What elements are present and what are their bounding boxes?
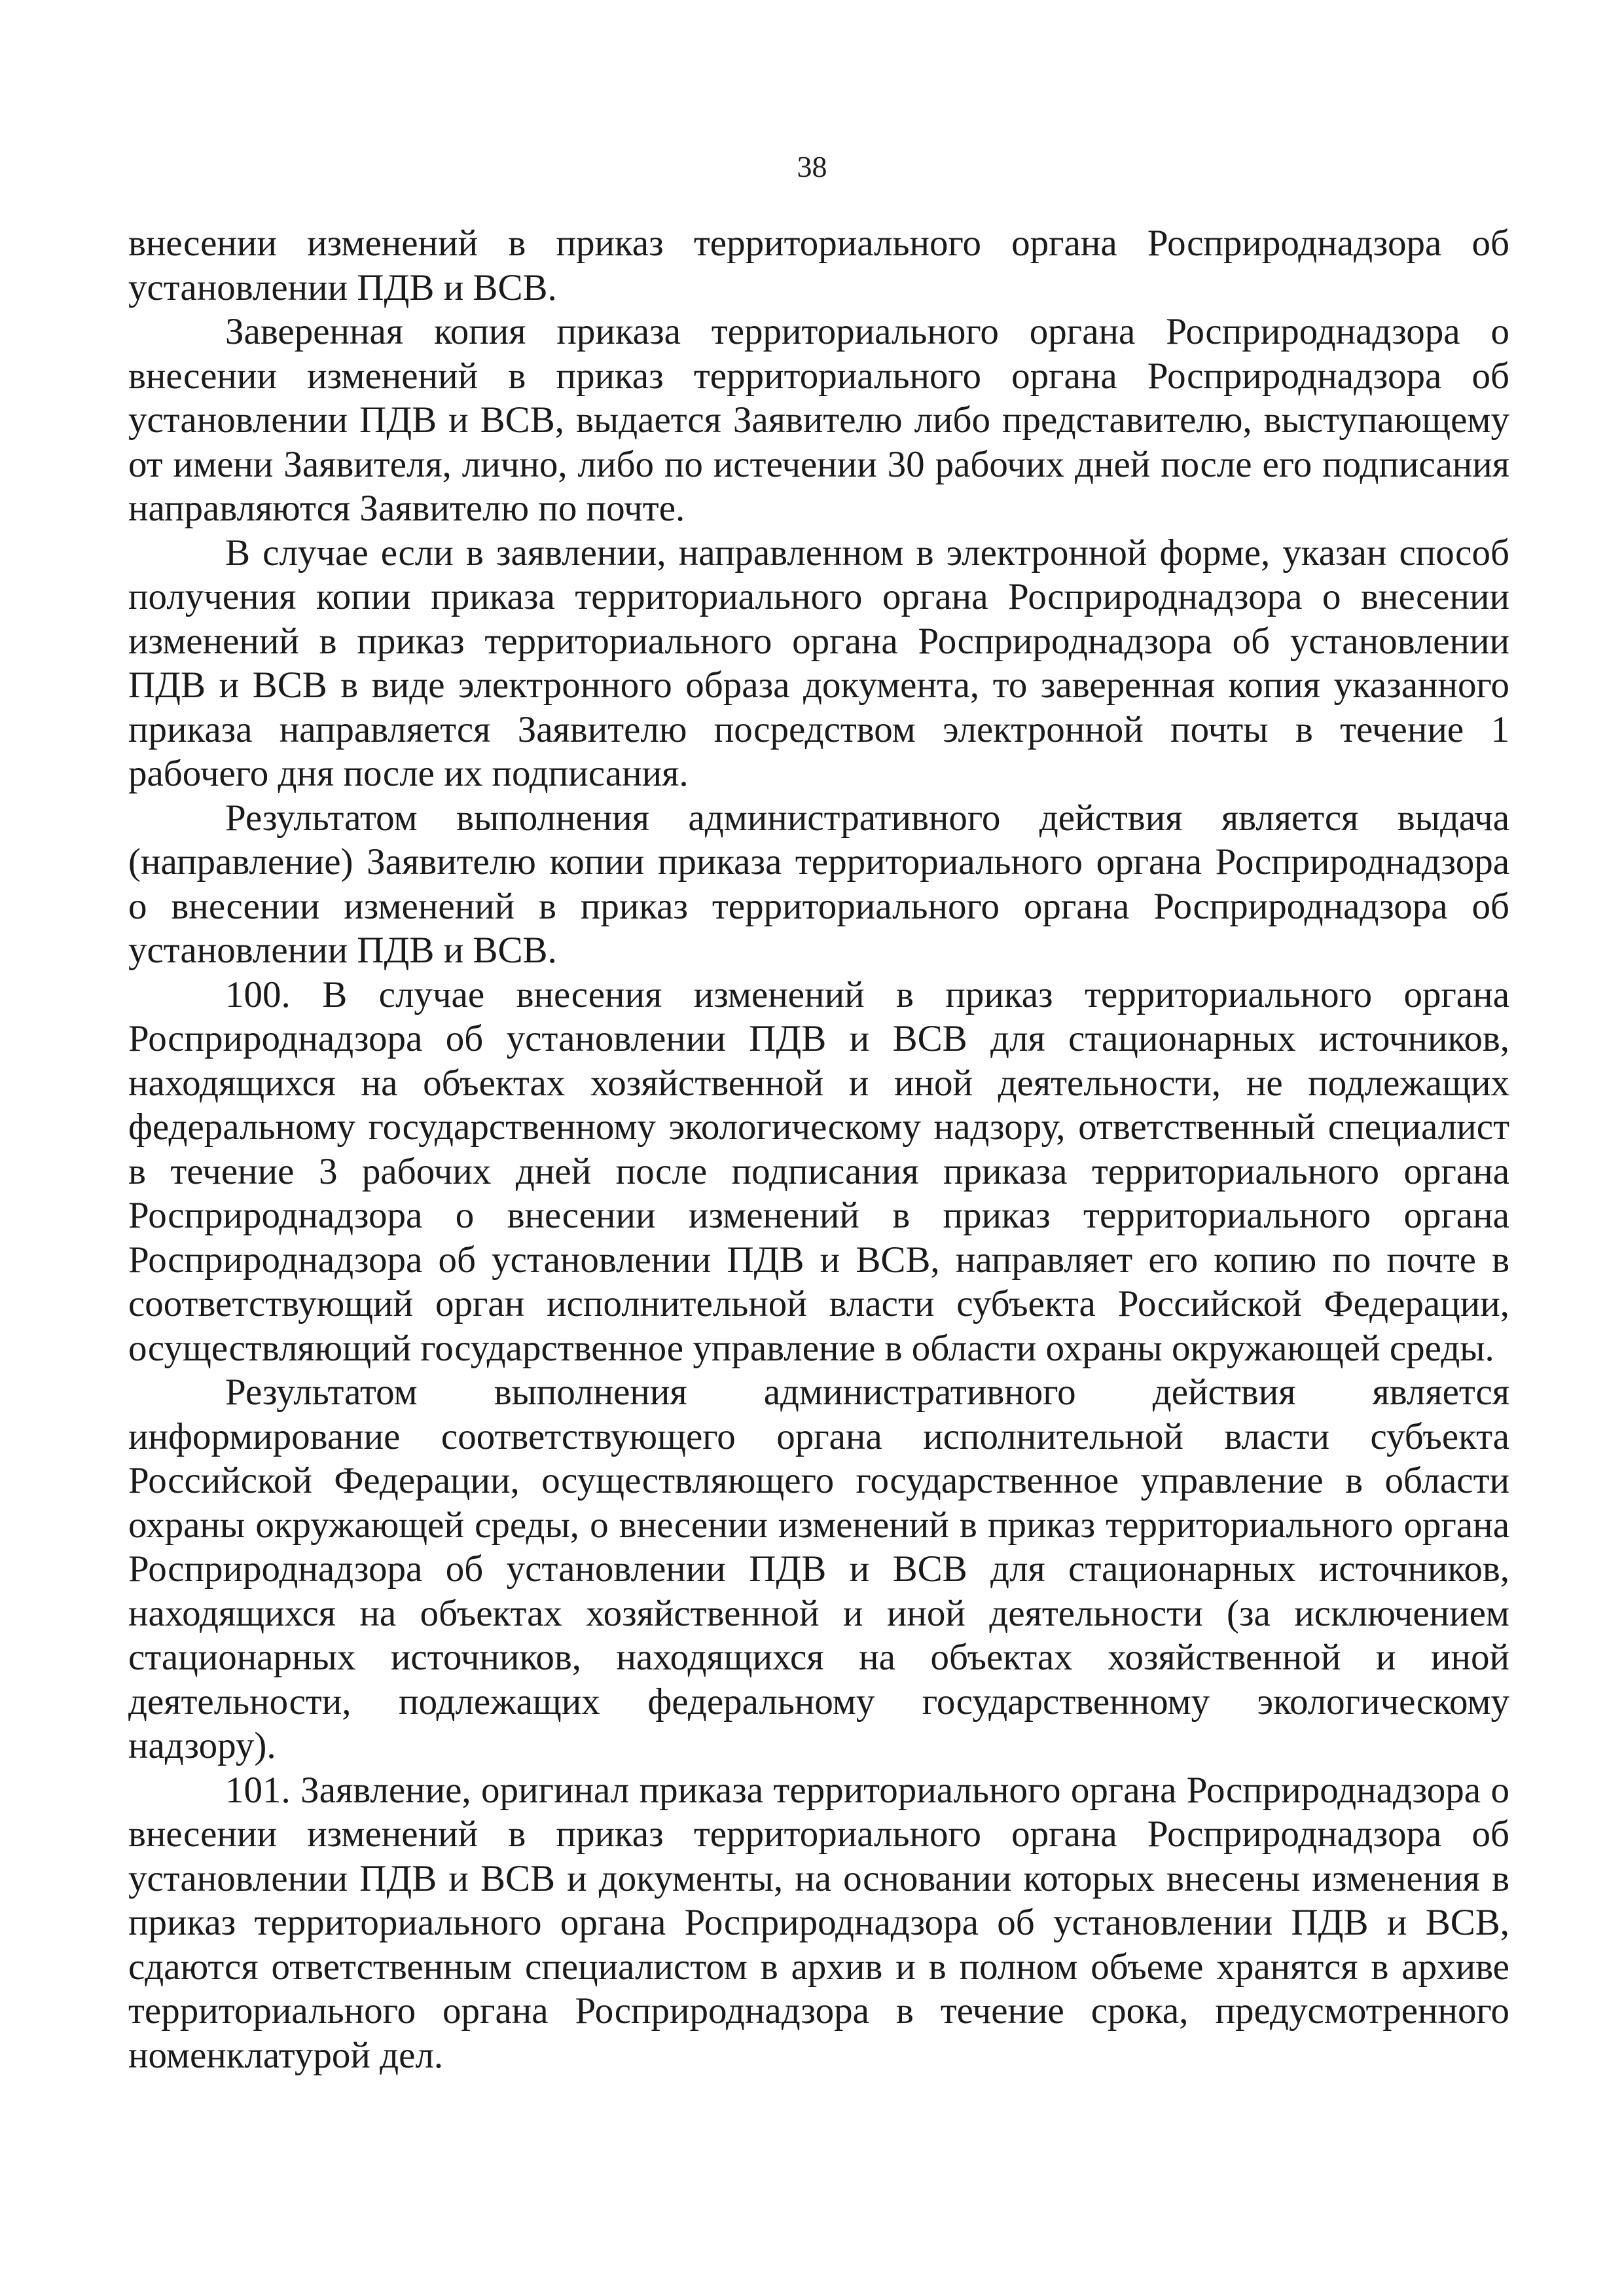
paragraph: Заверенная копия приказа территориального органа Росприроднадзора о внесении изменений в приказ территориального органа Росприроднадзора об установлении ПДВ и ВСВ, выдается Заявителю либо представителю, выступающему от имени Заявителя, лично, либо по истечении 30 рабочих дней после его подписания направляются Заявителю по почте.	[128, 311, 1509, 529]
paragraph: внесении изменений в приказ территориального органа Росприроднадзора об установлении ПДВ и ВСВ.	[128, 223, 1509, 308]
paragraph: 100. В случае внесения изменений в приказ территориального органа Росприроднадзора об установлении ПДВ и ВСВ для стационарных источников, находящихся на объектах хозяйственной и иной деятельности, не подлежащих федеральному государственному экологическому надзору, ответственный специалист в течение 3 рабочих дней после подписания приказа территориального органа Росприроднадзора о внесении изменений в приказ территориального органа Росприроднадзора об установлении ПДВ и ВСВ, направляет его копию по почте в соответствующий орган исполнительной власти субъекта Российской Федерации, осуществляющий государственное управление в области охраны окружающей среды.	[128, 974, 1509, 1369]
document-body	[128, 221, 1509, 2077]
paragraph: Результатом выполнения административного действия является информирование соответствующего органа исполнительной власти субъекта Российской Федерации, осуществляющего государственное управление в области охраны окружающей среды, о внесении изменений в приказ территориального органа Росприроднадзора об установлении ПДВ и ВСВ для стационарных источников, находящихся на объектах хозяйственной и иной деятельности (за исключением стационарных источников, находящихся на объектах хозяйственной и иной деятельности, подлежащих федеральному государственному экологическому надзору).	[128, 1372, 1509, 1766]
page-number: 38	[797, 150, 827, 183]
paragraph: В случае если в заявлении, направленном в электронной форме, указан способ получения копии приказа территориального органа Росприроднадзора о внесении изменений в приказ территориального органа Росприроднадзора об установлении ПДВ и ВСВ в виде электронного образа документа, то заверенная копия указанного приказа направляется Заявителю посредством электронной почты в течение 1 рабочего дня после их подписания.	[128, 532, 1509, 794]
paragraph: Результатом выполнения административного действия является выдача (направление) Заявителю копии приказа территориального органа Росприроднадзора о внесении изменений в приказ территориального органа Росприроднадзора об установлении ПДВ и ВСВ.	[128, 797, 1509, 971]
paragraph: 101. Заявление, оригинал приказа территориального органа Росприроднадзора о внесении изменений в приказ территориального органа Росприроднадзора об установлении ПДВ и ВСВ и документы, на основании которых внесены изменения в приказ территориального органа Росприроднадзора об установлении ПДВ и ВСВ, сдаются ответственным специалистом в архив и в полном объеме хранятся в архиве территориального органа Росприроднадзора в течение срока, предусмотренного номенклатурой дел.	[128, 1769, 1509, 2076]
